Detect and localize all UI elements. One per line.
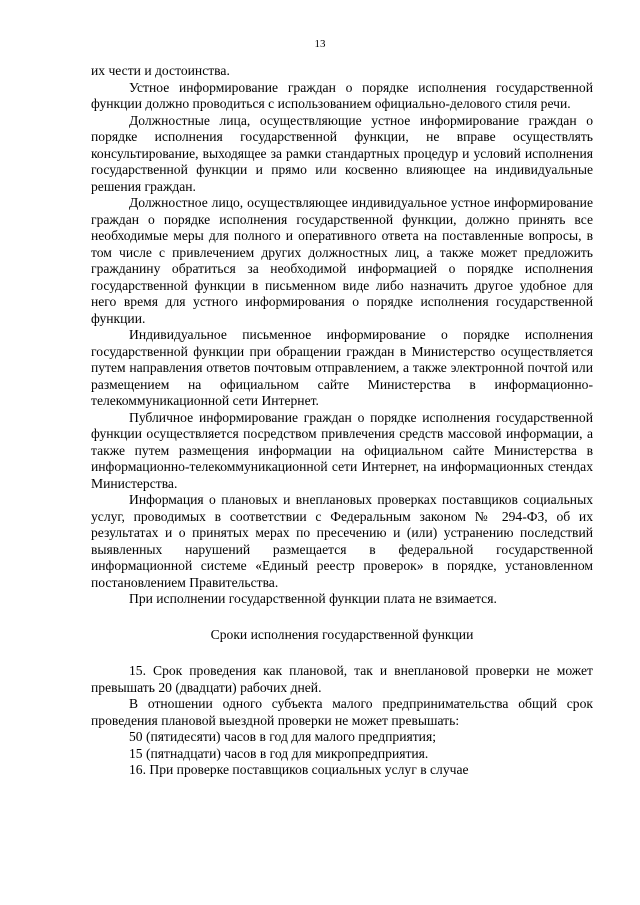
paragraph: Должностное лицо, осуществляющее индивидуальное устное информирование граждан о порядке исполнения государственной функции, должно принять все необходимые меры для полного и оперативного ответа на поставленные вопросы, в том числе с привлечением других должностных лиц, а также может предложить гражданину обратиться за необходимой информацией о порядке исполнения государственной функции в письменном виде либо назначить другое удобное для него время для устного информирования о порядке исполнения государственной функции. xyxy=(91,195,593,326)
paragraph: В отношении одного субъекта малого предпринимательства общий срок проведения плановой выездной проверки не может превышать: xyxy=(91,696,593,728)
paragraph: их чести и достоинства. xyxy=(91,63,230,78)
paragraph: 15. Срок проведения как плановой, так и внеплановой проверки не может превышать 20 (двадцати) рабочих дней. xyxy=(91,663,593,695)
paragraph: Индивидуальное письменное информирование о порядке исполнения государственной функции при обращении граждан в Министерство осуществляется путем направления ответов почтовым отправлением, а также электронной почтой или размещением на официальном сайте Министерства в информационно-телекоммуникационной сети Интернет. xyxy=(91,327,593,408)
paragraph: Должностные лица, осуществляющие устное информирование граждан о порядке исполнения государственной функции, не вправе осуществлять консультирование, выходящее за рамки стандартных процедур и условий исполнения государственной функции и прямо или косвенно влияющее на индивидуальные решения граждан. xyxy=(91,112,593,194)
paragraph: Публичное информирование граждан о порядке исполнения государственной функции осуществляется посредством привлечения средств массовой информации, а также путем размещения информации на официальном сайте Министерства в информационно-телекоммуникационной сети Интернет, на информационных стендах Министерства. xyxy=(91,409,593,491)
paragraph: Информация о плановых и внеплановых проверках поставщиков социальных услуг, проводимых в соответствии с Федеральным законом № 294-ФЗ, об их результатах и о принятых мерах по пресечению и (или) устранению последствий выявленных нарушений размещается в федеральной государственной информационной системе «Единый реестр проверок» в порядке, установленном постановлением Правительства. xyxy=(91,492,593,590)
paragraph: Устное информирование граждан о порядке исполнения государственной функции должно проводиться с использованием официально-делового стиля речи. xyxy=(91,79,593,111)
paragraph: 50 (пятидесяти) часов в год для малого предприятия; xyxy=(129,729,436,744)
section-heading: Сроки исполнения государственной функции xyxy=(210,626,474,642)
document-body xyxy=(91,63,593,779)
paragraph: 16. При проверке поставщиков социальных услуг в случае xyxy=(129,762,469,777)
page-number: 13 xyxy=(314,38,326,50)
paragraph: 15 (пятнадцати) часов в год для микропредприятия. xyxy=(129,745,429,761)
paragraph: При исполнении государственной функции плата не взимается. xyxy=(129,591,497,606)
